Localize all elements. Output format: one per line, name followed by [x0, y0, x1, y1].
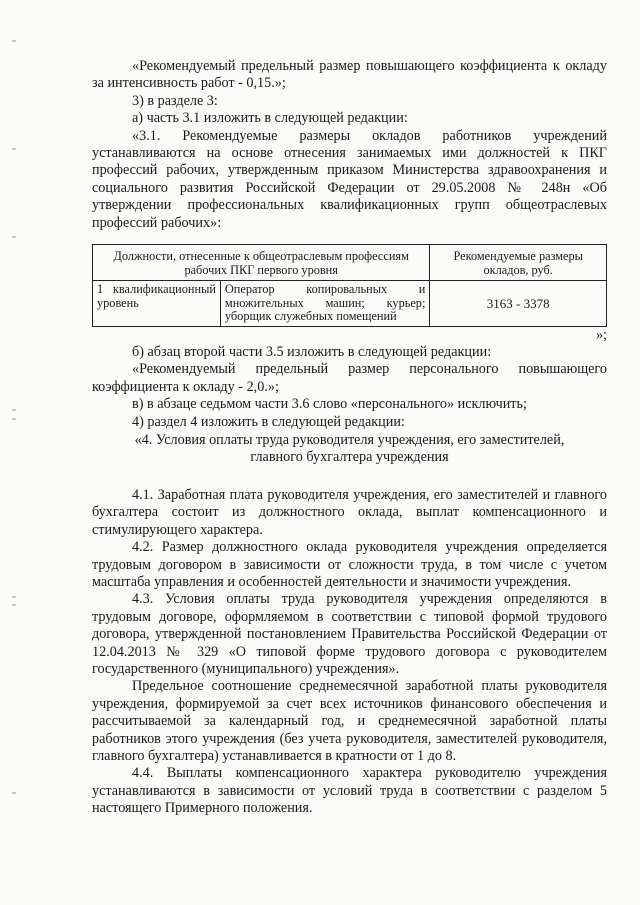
- paragraph: в) в абзаце седьмом части 3.6 слово «персонального» исключить;: [132, 396, 527, 413]
- table-row: [93, 281, 607, 327]
- salary-table: [92, 244, 607, 327]
- document-body: [92, 58, 607, 818]
- paragraph: 3) в разделе 3:: [132, 92, 218, 109]
- paragraph: 4.4. Выплаты компенсационного характера руководителю учреждения устанавливаются в зависимости от условий труда в соответствии с разделом 5 настоящего Примерного положения.: [92, 765, 607, 817]
- scan-margin-marks: [12, 0, 22, 905]
- table-cell-level: 1 квалификационный уровень: [93, 281, 221, 327]
- paragraph: 4) раздел 4 изложить в следующей редакции:: [132, 413, 405, 430]
- table-header-positions: Должности, отнесенные к общеотраслевым профессиям рабочих ПКГ первого уровня: [93, 245, 430, 281]
- section-heading: «4. Условия оплаты труда руководителя учреждения, его заместителей, главного бухгалтера учреждения: [134, 432, 565, 466]
- paragraph: «Рекомендуемый предельный размер повышающего коэффициента к окладу за интенсивность работ - 0,15.»;: [92, 58, 607, 92]
- paragraph: «3.1. Рекомендуемые размеры окладов работников учреждений устанавливаются на основе отнесения занимаемых ими должностей к ПКГ профессий рабочих, утвержденным приказом Министерства здравоохранения и социального развития Российской Федерации от 29.05.2008 № 248н «Об утверждении профессиональных квалификационных групп общеотраслевых профессий рабочих»:: [92, 127, 607, 231]
- table-cell-salary: 3163 - 3378: [430, 281, 607, 327]
- paragraph: Предельное соотношение среднемесячной заработной платы руководителя учреждения, формируемой за счет всех источников финансового обеспечения и рассчитываемой за календарный год, и среднемесячной заработной платы работников этого учреждения (без учета руководителя, заместителей руководителя, главного бухгалтера) устанавливается в кратности от 1 до 8.: [92, 678, 607, 764]
- paragraph: б) абзац второй части 3.5 изложить в следующей редакции:: [132, 344, 492, 361]
- table-cell-positions: Оператор копировальных и множительных машин; курьер; уборщик служебных помещений: [220, 281, 429, 327]
- paragraph: 4.1. Заработная плата руководителя учреждения, его заместителей и главного бухгалтера состоит из должностного оклада, выплат компенсационного и стимулирующего характера.: [92, 486, 607, 538]
- table-header-salary: Рекомендуемые размеры окладов, руб.: [430, 245, 607, 281]
- paragraph: 4.3. Условия оплаты труда руководителя учреждения определяются в трудовым договоре, оформляемом в соответствии с типовой формой трудового договора, утвержденной постановлением Правительства Российской Федерации от 12.04.2013 № 329 «О типовой форме трудового договора с руководителем государственного (муниципального) учреждения».: [92, 591, 607, 677]
- paragraph: 4.2. Размер должностного оклада руководителя учреждения определяется трудовым договором в зависимости от сложности труда, в том числе с учетом масштаба управления и особенностей деятельности и значимости учреждения.: [92, 539, 607, 590]
- table-closing-quote: »;: [595, 327, 607, 344]
- paragraph: «Рекомендуемый предельный размер персонального повышающего коэффициента к окладу - 2,0.»;: [92, 361, 607, 395]
- paragraph: а) часть 3.1 изложить в следующей редакции:: [132, 110, 408, 127]
- table-header-row: [93, 245, 607, 281]
